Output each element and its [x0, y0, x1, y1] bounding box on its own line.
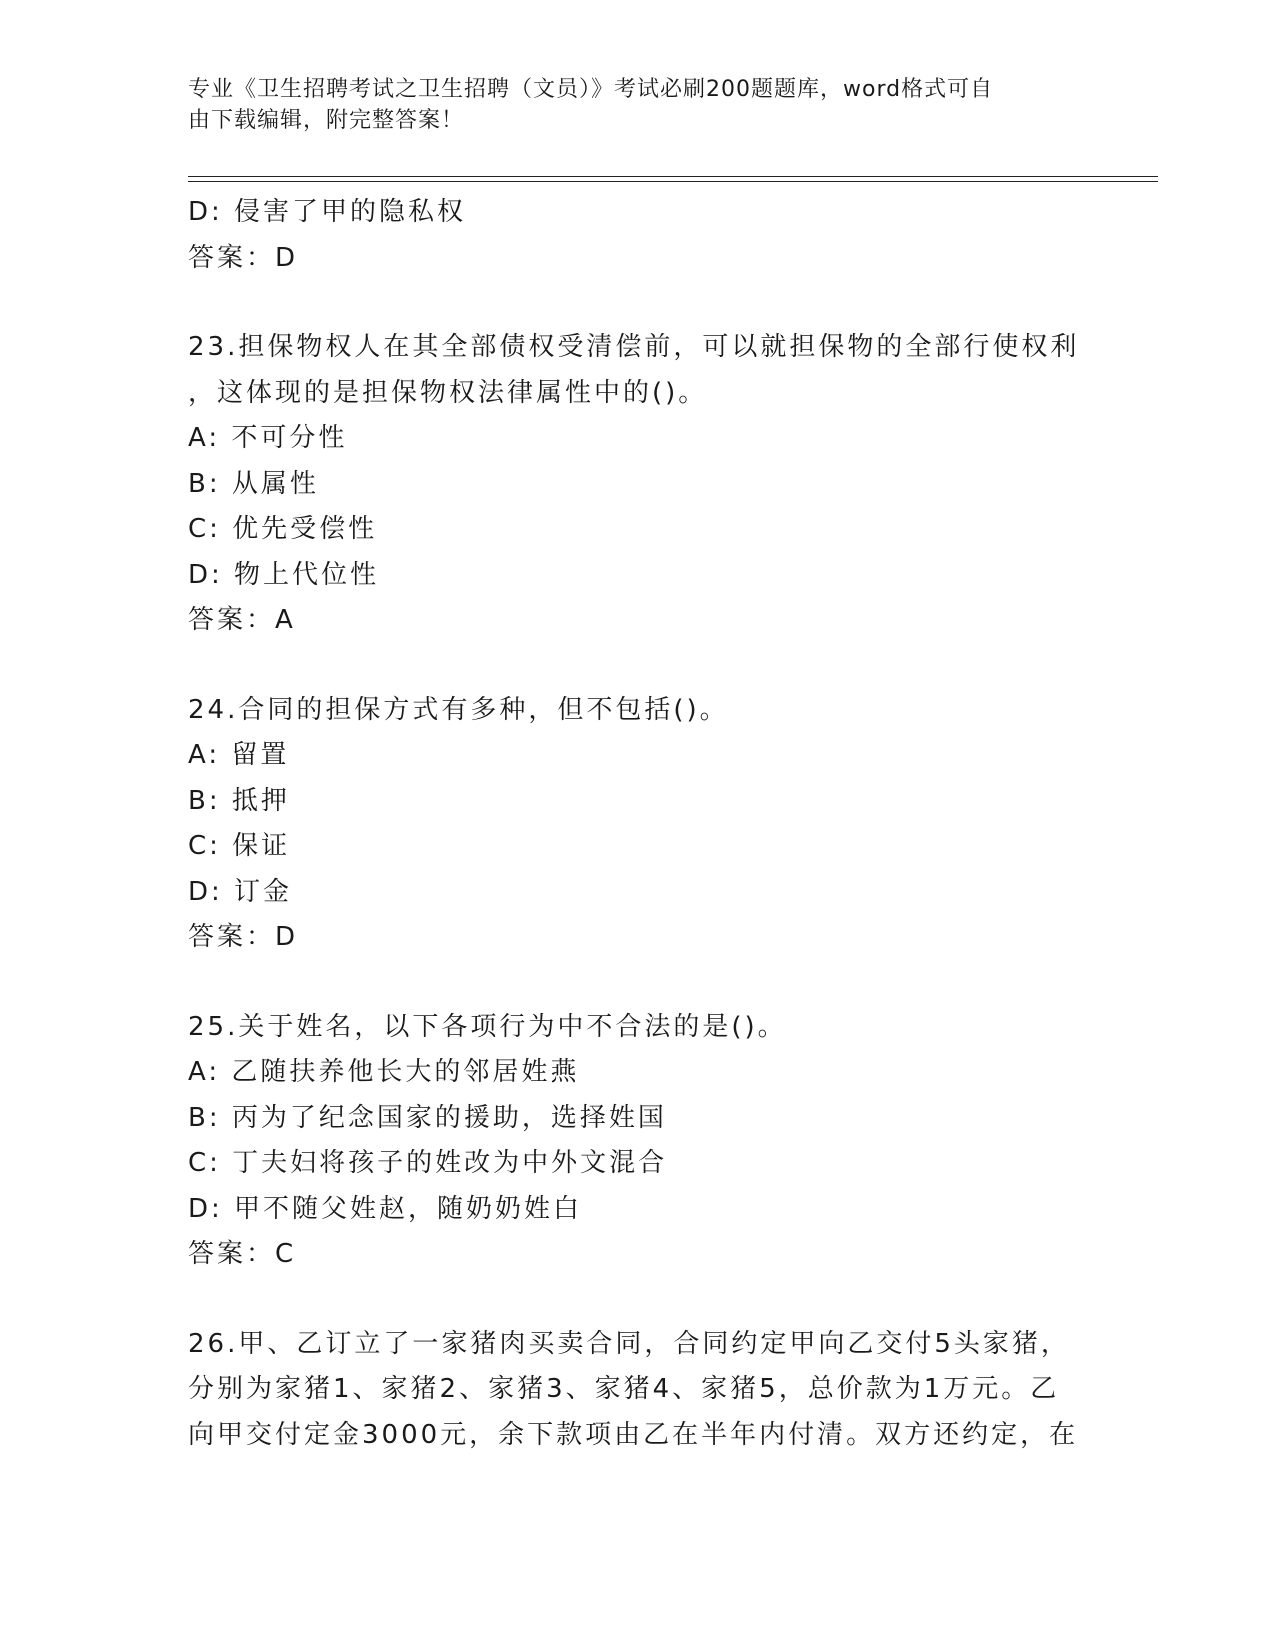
question-26: [188, 1322, 1088, 1459]
option-d: D: 订金: [188, 876, 293, 907]
option-c: C: 保证: [188, 831, 291, 861]
prev-question-answer: 答案：D: [188, 242, 299, 273]
question-stem-line: 向甲交付定金3000元，余下款项由乙在半年内付清。双方还约定，在: [188, 1419, 1079, 1450]
document-body: [188, 190, 1088, 1458]
question-stem-line: 23.担保物权人在其全部债权受清偿前，可以就担保物的全部行使权利: [188, 332, 1080, 362]
header-divider-thin: [188, 181, 1158, 182]
question-24: [188, 688, 1088, 961]
header-divider: [188, 176, 1158, 177]
question-23: [188, 325, 1088, 644]
option-a: A: 乙随扶养他长大的邻居姓燕: [188, 1057, 580, 1087]
header-title-line-1: 专业《卫生招聘考试之卫生招聘（文员）》考试必刷200题题库，word格式可自: [188, 77, 994, 102]
option-c: C: 丁夫妇将孩子的姓改为中外文混合: [188, 1148, 668, 1178]
option-c: C: 优先受偿性: [188, 514, 378, 544]
question-stem-line: 分别为家猪1、家猪2、家猪3、家猪4、家猪5，总价款为1万元。乙: [188, 1374, 1060, 1404]
answer: 答案：A: [188, 605, 296, 635]
option-b: B: 从属性: [188, 468, 319, 499]
document-header: [188, 74, 1068, 136]
option-b: B: 抵押: [188, 785, 290, 816]
option-a: A: 留置: [188, 740, 290, 770]
spacer: [188, 281, 1088, 325]
question-stem-line: 26.甲、乙订立了一家猪肉买卖合同，合同约定甲向乙交付5头家猪，: [188, 1328, 1070, 1359]
option-b: B: 丙为了纪念国家的援助，选择姓国: [188, 1102, 667, 1133]
option-d: D: 甲不随父姓赵，随奶奶姓白: [188, 1193, 583, 1224]
spacer: [188, 644, 1088, 688]
spacer: [188, 961, 1088, 1005]
answer: 答案：C: [188, 1239, 297, 1269]
answer: 答案：D: [188, 922, 299, 952]
option-d: D: 物上代位性: [188, 559, 380, 590]
question-stem-line: 24.合同的担保方式有多种，但不包括()。: [188, 694, 729, 725]
spacer: [188, 1278, 1088, 1322]
question-25: [188, 1005, 1088, 1278]
prev-question-option-d: D: 侵害了甲的隐私权: [188, 197, 467, 227]
question-stem-line: 25.关于姓名，以下各项行为中不合法的是()。: [188, 1011, 787, 1042]
option-a: A: 不可分性: [188, 423, 348, 453]
header-title-line-2: 由下载编辑，附完整答案！: [188, 108, 465, 133]
question-stem-line: ，这体现的是担保物权法律属性中的()。: [188, 377, 708, 408]
